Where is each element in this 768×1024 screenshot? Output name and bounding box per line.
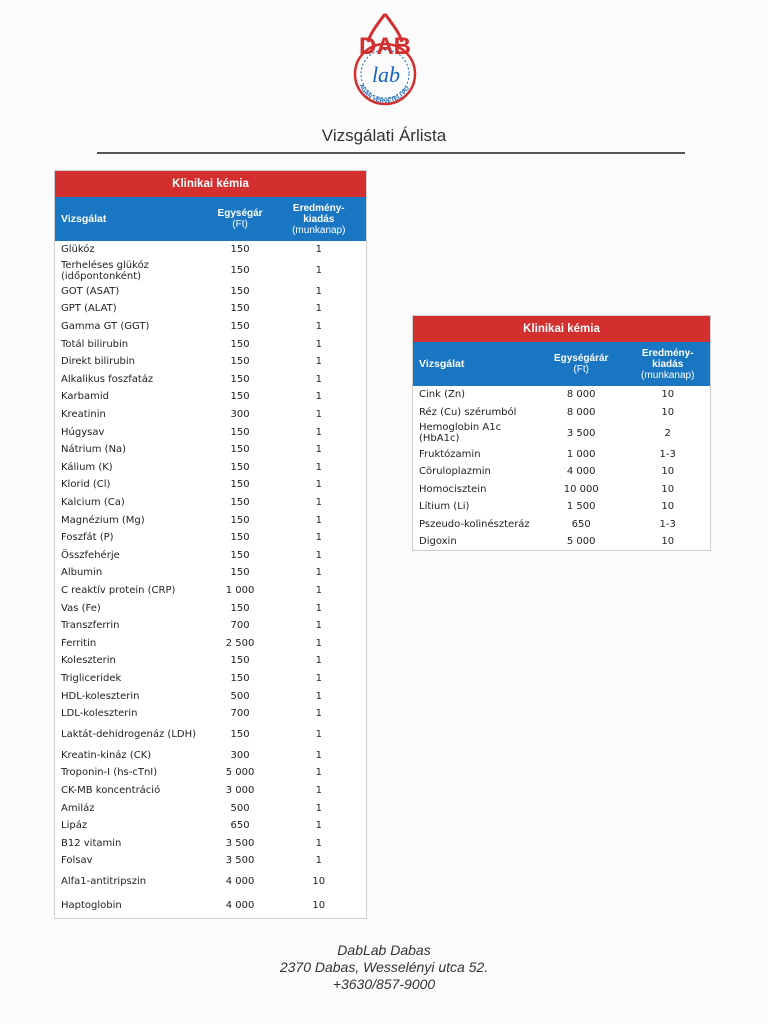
test-turnaround: 1 <box>315 244 322 256</box>
logo-dab-text: DAB <box>359 33 411 60</box>
table-row <box>413 533 710 550</box>
test-price: 700 <box>230 620 250 632</box>
test-price: 150 <box>230 265 250 277</box>
footer-address: 2370 Dabas, Wesselényi utca 52. <box>279 959 489 975</box>
test-name: CK-MB koncentráció <box>61 784 161 796</box>
test-name: Nátrium (Na) <box>61 444 127 456</box>
table-row <box>55 494 366 512</box>
table-row <box>55 634 366 652</box>
test-name: Lipáz <box>61 820 88 832</box>
table-row <box>55 652 366 670</box>
test-turnaround: 1 <box>315 461 322 473</box>
test-name: HDL-koleszterin <box>61 690 140 702</box>
test-price: 4 000 <box>225 876 255 888</box>
test-price: 150 <box>230 244 250 256</box>
test-name: Laktát-dehidrogenáz (LDH) <box>61 728 197 740</box>
table-row <box>55 318 366 336</box>
test-turnaround: 10 <box>312 900 326 912</box>
test-name: Lítium (Li) <box>419 501 470 513</box>
test-price: 4 000 <box>225 900 255 912</box>
test-turnaround: 1 <box>315 672 322 684</box>
test-turnaround: 1 <box>315 584 322 596</box>
test-price: 150 <box>230 655 250 667</box>
table-row <box>55 782 366 800</box>
table-left-header <box>55 197 366 241</box>
test-price: 5 000 <box>566 535 596 547</box>
test-turnaround: 1 <box>315 356 322 368</box>
col-header-price <box>209 208 272 230</box>
col-header-turnaround-line3: (munkanap) <box>292 224 346 236</box>
table-row <box>55 670 366 688</box>
table-row <box>55 547 366 565</box>
table-row <box>55 582 366 600</box>
test-name: Kreatin-kináz (CK) <box>61 749 152 761</box>
test-turnaround: 1 <box>315 620 322 632</box>
test-price: 150 <box>230 514 250 526</box>
test-turnaround: 10 <box>312 876 326 888</box>
col-header-turnaround-line1: Eredmény- <box>292 202 345 214</box>
test-turnaround: 1 <box>315 514 322 526</box>
col-header-price-line2: (Ft) <box>573 364 589 375</box>
test-price: 4 000 <box>566 466 596 478</box>
test-price: 150 <box>230 532 250 544</box>
test-turnaround: 1 <box>315 708 322 720</box>
test-price: 150 <box>230 567 250 579</box>
test-name: Koleszterin <box>61 655 116 667</box>
test-name: Cöruloplazmin <box>419 466 491 478</box>
table-left-title: Klinikai kémia <box>55 171 366 197</box>
table-row <box>55 746 366 764</box>
col-header-price-line1: Egységárár <box>553 353 609 364</box>
test-turnaround: 10 <box>661 501 675 513</box>
test-name: Magnézium (Mg) <box>61 514 145 526</box>
test-turnaround: 1 <box>315 303 322 315</box>
test-turnaround: 10 <box>661 389 675 401</box>
test-price: 2 500 <box>225 637 255 649</box>
test-price: 150 <box>230 373 250 385</box>
test-price: 3 500 <box>225 837 255 849</box>
table-row <box>413 386 710 403</box>
table-row <box>55 335 366 353</box>
table-row <box>55 441 366 459</box>
test-price: 650 <box>571 518 591 530</box>
table-row <box>55 894 366 918</box>
test-turnaround: 1 <box>315 285 322 297</box>
test-price: 150 <box>230 321 250 333</box>
test-turnaround: 10 <box>661 535 675 547</box>
test-turnaround: 1-3 <box>659 448 676 460</box>
test-turnaround: 1-3 <box>659 518 676 530</box>
test-price: 150 <box>230 549 250 561</box>
table-row <box>55 371 366 389</box>
test-name: Ferritin <box>61 637 97 649</box>
test-turnaround: 1 <box>315 549 322 561</box>
table-row <box>55 459 366 477</box>
test-name: Trigliceridek <box>61 672 122 684</box>
test-turnaround: 1 <box>315 802 322 814</box>
test-price: 150 <box>230 672 250 684</box>
test-price: 300 <box>230 749 250 761</box>
table-row <box>55 423 366 441</box>
table-row <box>413 481 710 498</box>
table-right-title: Klinikai kémia <box>413 316 710 342</box>
test-price: 3 000 <box>225 784 255 796</box>
table-row <box>413 498 710 515</box>
test-turnaround: 1 <box>315 321 322 333</box>
table-row <box>55 241 366 259</box>
logo-ring-text: AGÁN VÉRVÉTELI PO <box>357 83 412 105</box>
table-row <box>55 870 366 894</box>
table-row <box>55 599 366 617</box>
test-name: Klorid (Cl) <box>61 479 111 491</box>
test-turnaround: 1 <box>315 655 322 667</box>
table-row <box>413 446 710 463</box>
test-name: LDL-koleszterin <box>61 708 138 720</box>
clinical-chemistry-table-right <box>412 315 711 551</box>
table-row <box>413 403 710 420</box>
test-turnaround: 1 <box>315 391 322 403</box>
table-row <box>55 564 366 582</box>
test-turnaround: 1 <box>315 767 322 779</box>
test-turnaround: 10 <box>661 466 675 478</box>
test-price: 700 <box>230 708 250 720</box>
table-row <box>55 617 366 635</box>
test-name: Kalcium (Ca) <box>61 497 125 509</box>
test-price: 10 000 <box>563 483 599 495</box>
test-turnaround: 1 <box>315 837 322 849</box>
test-name: Alfa1-antitripszin <box>61 876 147 888</box>
test-turnaround: 1 <box>315 690 322 702</box>
test-name: Húgysav <box>61 426 105 438</box>
test-price: 150 <box>230 303 250 315</box>
test-name: Kreatinin <box>61 409 106 421</box>
test-name: Cink (Zn) <box>419 389 466 401</box>
test-turnaround: 1 <box>315 602 322 614</box>
test-price: 150 <box>230 356 250 368</box>
test-name: Alkalikus foszfatáz <box>61 373 154 385</box>
test-price: 1 000 <box>225 584 255 596</box>
test-name: B12 vitamin <box>61 837 122 849</box>
clinical-chemistry-table-left <box>54 170 367 919</box>
table-row <box>55 722 366 746</box>
test-price: 3 500 <box>566 427 596 439</box>
table-row <box>55 799 366 817</box>
test-turnaround: 1 <box>315 728 322 740</box>
test-name: Pszeudo-kolinészteráz <box>419 518 530 530</box>
test-price: 150 <box>230 602 250 614</box>
test-turnaround: 1 <box>315 479 322 491</box>
test-name: Folsav <box>61 855 93 867</box>
logo-lab-text: lab <box>371 62 401 87</box>
table-row <box>55 834 366 852</box>
test-turnaround: 1 <box>315 426 322 438</box>
table-row <box>55 476 366 494</box>
test-name: Glükóz <box>61 244 95 256</box>
col-header-turnaround-line2: kiadás <box>652 358 684 370</box>
test-price: 500 <box>230 802 250 814</box>
test-name: Amiláz <box>61 802 95 814</box>
test-turnaround: 1 <box>315 532 322 544</box>
table-row <box>413 421 710 446</box>
table-row <box>55 259 366 283</box>
dablab-logo <box>340 12 430 112</box>
test-turnaround: 1 <box>315 338 322 350</box>
test-price: 8 000 <box>566 389 596 401</box>
test-price: 150 <box>230 285 250 297</box>
test-price: 150 <box>230 479 250 491</box>
col-header-price-line1: Egységár <box>217 208 263 219</box>
test-turnaround: 1 <box>315 637 322 649</box>
dablab-logo-graphic <box>340 12 430 112</box>
test-name: Gamma GT (GGT) <box>61 321 150 333</box>
test-name: Totál bilirubin <box>61 338 129 350</box>
test-turnaround: 1 <box>315 265 322 277</box>
test-turnaround: 1 <box>315 409 322 421</box>
test-name: Transzferrin <box>61 620 120 632</box>
test-name: Karbamid <box>61 391 109 403</box>
table-row <box>55 388 366 406</box>
test-price: 150 <box>230 391 250 403</box>
test-turnaround: 1 <box>315 444 322 456</box>
test-price: 150 <box>230 461 250 473</box>
test-name: Digoxin <box>419 535 457 547</box>
test-turnaround: 1 <box>315 855 322 867</box>
test-price: 150 <box>230 444 250 456</box>
test-price: 150 <box>230 728 250 740</box>
col-header-turnaround-line2: kiadás <box>303 213 335 225</box>
table-right-body <box>413 386 710 550</box>
table-row <box>55 852 366 870</box>
test-turnaround: 1 <box>315 820 322 832</box>
test-turnaround: 1 <box>315 784 322 796</box>
test-name: Hemoglobin A1c (HbA1c) <box>419 422 502 445</box>
table-row <box>55 406 366 424</box>
test-name: Terheléses glükóz (időpontonként) <box>61 259 149 282</box>
test-price: 150 <box>230 497 250 509</box>
test-name: Homocisztein <box>419 483 487 495</box>
col-header-price-line2: (Ft) <box>232 219 248 230</box>
test-turnaround: 1 <box>315 373 322 385</box>
table-row <box>55 300 366 318</box>
table-row <box>413 515 710 532</box>
test-name: Albumin <box>61 567 103 579</box>
test-price: 1 500 <box>566 501 596 513</box>
col-header-turnaround-line1: Eredmény- <box>641 347 694 359</box>
test-turnaround: 10 <box>661 483 675 495</box>
test-price: 500 <box>230 690 250 702</box>
col-header-turnaround-line3: (munkanap) <box>641 369 695 381</box>
table-row <box>55 817 366 835</box>
test-name: GOT (ASAT) <box>61 285 120 297</box>
test-name: Fruktózamin <box>419 448 481 460</box>
test-price: 8 000 <box>566 406 596 418</box>
col-header-turnaround <box>625 348 710 381</box>
col-header-price <box>537 353 625 375</box>
col-header-test: Vizsgálat <box>419 358 465 370</box>
test-name: Réz (Cu) szérumból <box>419 406 517 418</box>
col-header-test: Vizsgálat <box>61 213 107 225</box>
table-row <box>55 529 366 547</box>
table-row <box>55 283 366 301</box>
test-name: GPT (ALAT) <box>61 303 117 315</box>
test-price: 5 000 <box>225 767 255 779</box>
test-turnaround: 2 <box>664 427 671 439</box>
table-row <box>55 511 366 529</box>
table-row <box>413 463 710 480</box>
test-name: Troponin-I (hs-cTnI) <box>61 767 158 779</box>
footer-contact <box>0 942 768 993</box>
test-price: 300 <box>230 409 250 421</box>
test-price: 650 <box>230 820 250 832</box>
table-row <box>55 353 366 371</box>
test-turnaround: 10 <box>661 406 675 418</box>
title-divider <box>97 152 685 154</box>
col-header-turnaround <box>272 203 366 236</box>
test-name: Kálium (K) <box>61 461 113 473</box>
table-left-body <box>55 241 366 918</box>
test-name: C reaktív protein (CRP) <box>61 584 176 596</box>
footer-company: DabLab Dabas <box>337 942 431 958</box>
test-price: 1 000 <box>566 448 596 460</box>
test-price: 150 <box>230 426 250 438</box>
test-name: Direkt bilirubin <box>61 356 136 368</box>
test-price: 3 500 <box>225 855 255 867</box>
test-turnaround: 1 <box>315 749 322 761</box>
test-turnaround: 1 <box>315 567 322 579</box>
test-price: 150 <box>230 338 250 350</box>
table-row <box>55 687 366 705</box>
table-row <box>55 764 366 782</box>
page-title: Vizsgálati Árlista <box>321 126 447 145</box>
test-name: Foszfát (P) <box>61 532 114 544</box>
test-name: Vas (Fe) <box>61 602 101 614</box>
test-name: Összfehérje <box>61 549 120 561</box>
test-turnaround: 1 <box>315 497 322 509</box>
footer-phone: +3630/857-9000 <box>332 976 436 992</box>
table-right-header <box>413 342 710 386</box>
test-name: Haptoglobin <box>61 900 122 912</box>
table-row <box>55 705 366 723</box>
